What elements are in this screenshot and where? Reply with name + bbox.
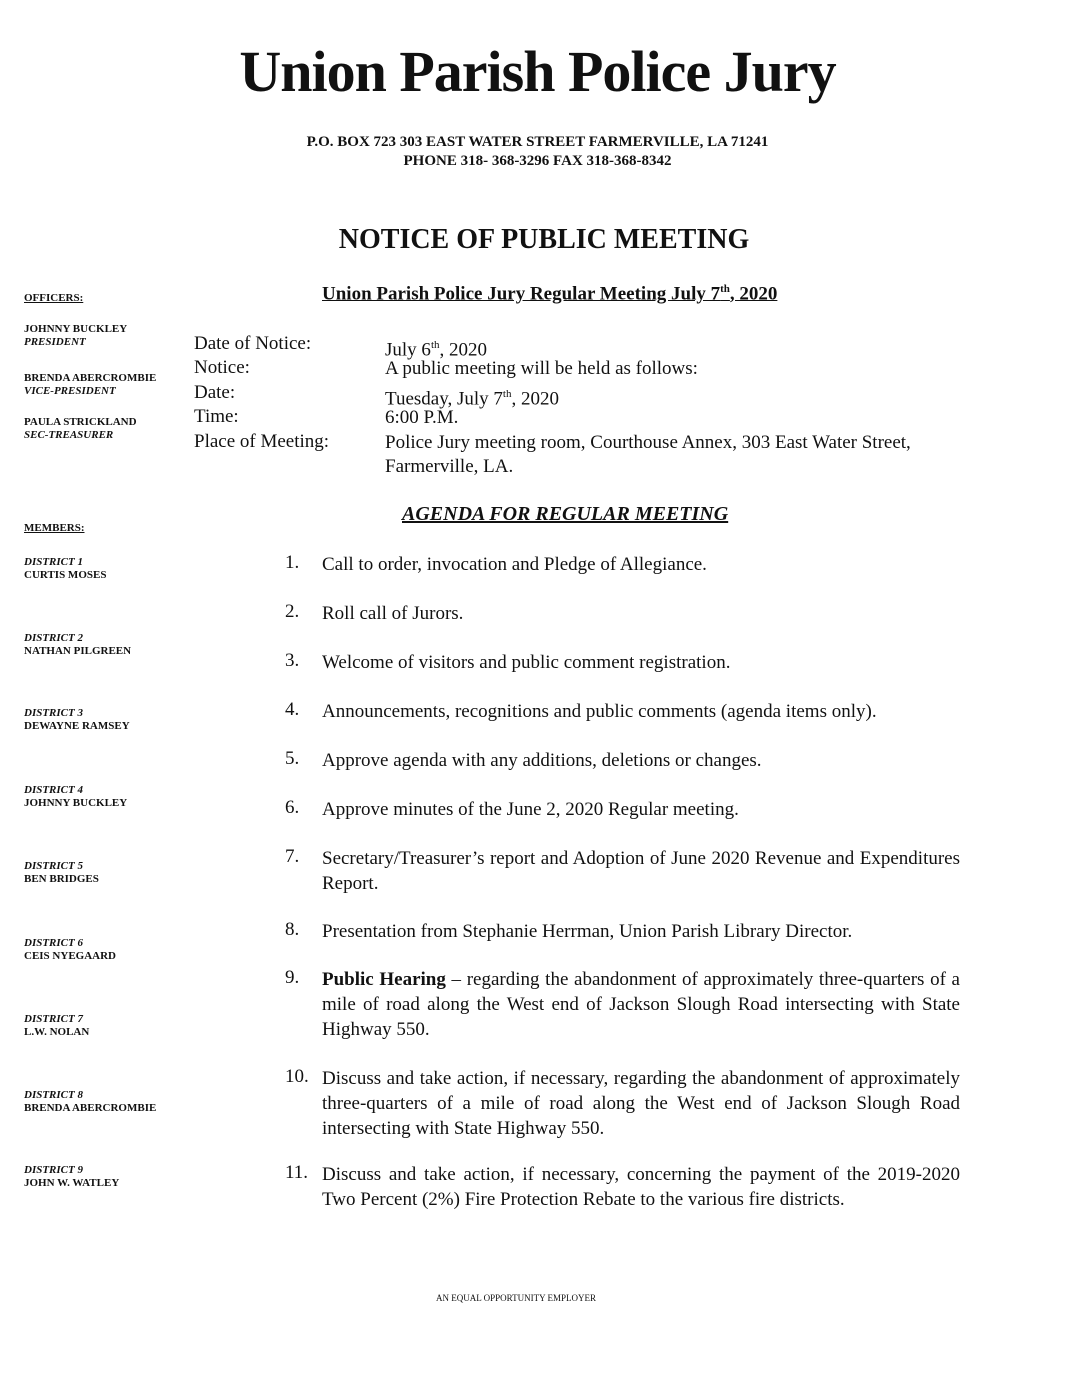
- agenda-item-text: Announcements, recognitions and public comments (agenda items only).: [322, 701, 877, 722]
- agenda-heading: AGENDA FOR REGULAR MEETING: [402, 503, 729, 525]
- district-label: DISTRICT 6: [24, 937, 83, 949]
- agenda-item-number: 2.: [285, 601, 300, 622]
- member-district-3: [24, 707, 130, 733]
- district-label: DISTRICT 5: [24, 860, 83, 872]
- footer-text: AN EQUAL OPPORTUNITY EMPLOYER: [435, 1293, 597, 1303]
- member-name: JOHNNY BUCKLEY: [24, 797, 128, 809]
- agenda-item-text: Welcome of visitors and public comment registration.: [322, 652, 731, 673]
- agenda-item-text: Secretary/Treasurer’s report and Adoption of June 2020 Revenue and Expenditures Report.: [322, 848, 960, 894]
- member-district-1: [24, 556, 106, 582]
- member-district-9: [24, 1164, 119, 1190]
- phone-line: PHONE 318- 368-3296 FAX 318-368-8342: [403, 153, 672, 169]
- document-title: Union Parish Police Jury: [239, 39, 836, 104]
- district-label: DISTRICT 3: [24, 707, 83, 719]
- agenda-item-number: 11.: [285, 1162, 309, 1183]
- time-label: Time:: [194, 406, 239, 427]
- officer-role: VICE-PRESIDENT: [24, 385, 116, 397]
- member-name: CURTIS MOSES: [24, 569, 107, 581]
- time-value: 6:00 P.M.: [385, 407, 459, 428]
- member-name: NATHAN PILGREEN: [24, 645, 132, 657]
- meeting-heading: Union Parish Police Jury Regular Meeting July 7th, 2020: [322, 283, 778, 305]
- agenda-item-number: 3.: [285, 650, 300, 671]
- member-name: CEIS NYEGAARD: [24, 950, 116, 962]
- agenda-item-number: 8.: [285, 919, 300, 940]
- member-district-2: [24, 632, 131, 658]
- district-label: DISTRICT 2: [24, 632, 83, 644]
- place-label: Place of Meeting:: [194, 431, 330, 452]
- place-value: Police Jury meeting room, Courthouse Annex, 303 East Water Street, Farmerville, LA.: [385, 432, 911, 477]
- agenda-item-text: Roll call of Jurors.: [322, 603, 464, 624]
- notice-label: Notice:: [194, 357, 250, 378]
- member-district-5: [24, 860, 99, 886]
- agenda-item-text: Approve minutes of the June 2, 2020 Regular meeting.: [322, 799, 739, 820]
- district-label: DISTRICT 9: [24, 1164, 83, 1176]
- notice-heading: NOTICE OF PUBLIC MEETING: [338, 224, 750, 255]
- agenda-item-text: Discuss and take action, if necessary, regarding the abandonment of approximately three-quarters of a mile of road along the West end of Jackson Slough Road intersecting with State Highway 550.: [322, 1068, 960, 1139]
- officer-sec-treasurer: [24, 416, 137, 442]
- members-heading: MEMBERS:: [24, 522, 85, 534]
- district-label: DISTRICT 1: [24, 556, 83, 568]
- member-name: JOHN W. WATLEY: [24, 1177, 120, 1189]
- district-label: DISTRICT 8: [24, 1089, 83, 1101]
- agenda-item-text: Call to order, invocation and Pledge of Allegiance.: [322, 554, 707, 575]
- officers-heading: OFFICERS:: [24, 292, 84, 304]
- agenda-item-number: 7.: [285, 846, 300, 867]
- officer-role: SEC-TREASURER: [24, 429, 114, 441]
- date-label: Date:: [194, 382, 236, 403]
- public-hearing-label: Public Hearing: [322, 969, 446, 990]
- member-district-4: [24, 784, 127, 810]
- member-name: L.W. NOLAN: [24, 1026, 90, 1038]
- agenda-item-number: 4.: [285, 699, 300, 720]
- officer-president: [24, 323, 127, 349]
- date-of-notice-value: July 6th, 2020: [385, 339, 487, 361]
- district-label: DISTRICT 7: [24, 1013, 83, 1025]
- member-name: DEWAYNE RAMSEY: [24, 720, 130, 732]
- member-district-6: [24, 937, 116, 963]
- notice-value: A public meeting will be held as follows:: [385, 358, 698, 379]
- agenda-item-number: 10.: [285, 1066, 309, 1087]
- officer-name: PAULA STRICKLAND: [24, 416, 137, 428]
- agenda-item-number: 5.: [285, 748, 300, 769]
- officer-name: JOHNNY BUCKLEY: [24, 323, 128, 335]
- agenda-item-text: Presentation from Stephanie Herrman, Union Parish Library Director.: [322, 921, 853, 942]
- member-district-8: [24, 1089, 156, 1115]
- officer-name: BRENDA ABERCROMBIE: [24, 372, 157, 384]
- officer-vice-president: [24, 372, 156, 398]
- agenda-item-text: Discuss and take action, if necessary, concerning the payment of the 2019-2020 Two Percent (2%) Fire Protection Rebate to the various fire districts.: [322, 1164, 960, 1210]
- member-district-7: [24, 1013, 89, 1039]
- agenda-item-public-hearing: [322, 967, 960, 1042]
- officer-role: PRESIDENT: [24, 336, 86, 348]
- agenda-item-number: 9.: [285, 967, 300, 988]
- address-line: P.O. BOX 723 303 EAST WATER STREET FARMERVILLE, LA 71241: [306, 134, 769, 150]
- member-name: BEN BRIDGES: [24, 873, 99, 885]
- agenda-item-number: 6.: [285, 797, 300, 818]
- district-label: DISTRICT 4: [24, 784, 83, 796]
- agenda-item-text: – regarding the abandonment of approximately three-quarters of a mile of road along the West end of Jackson Slough Road intersecting with State Highway 550.: [322, 969, 960, 1040]
- agenda-item-number: 1.: [285, 552, 300, 573]
- member-name: BRENDA ABERCROMBIE: [24, 1102, 157, 1114]
- agenda-item-text: Approve agenda with any additions, deletions or changes.: [322, 750, 762, 771]
- date-value: Tuesday, July 7th, 2020: [385, 388, 559, 410]
- date-of-notice-label: Date of Notice:: [194, 333, 312, 354]
